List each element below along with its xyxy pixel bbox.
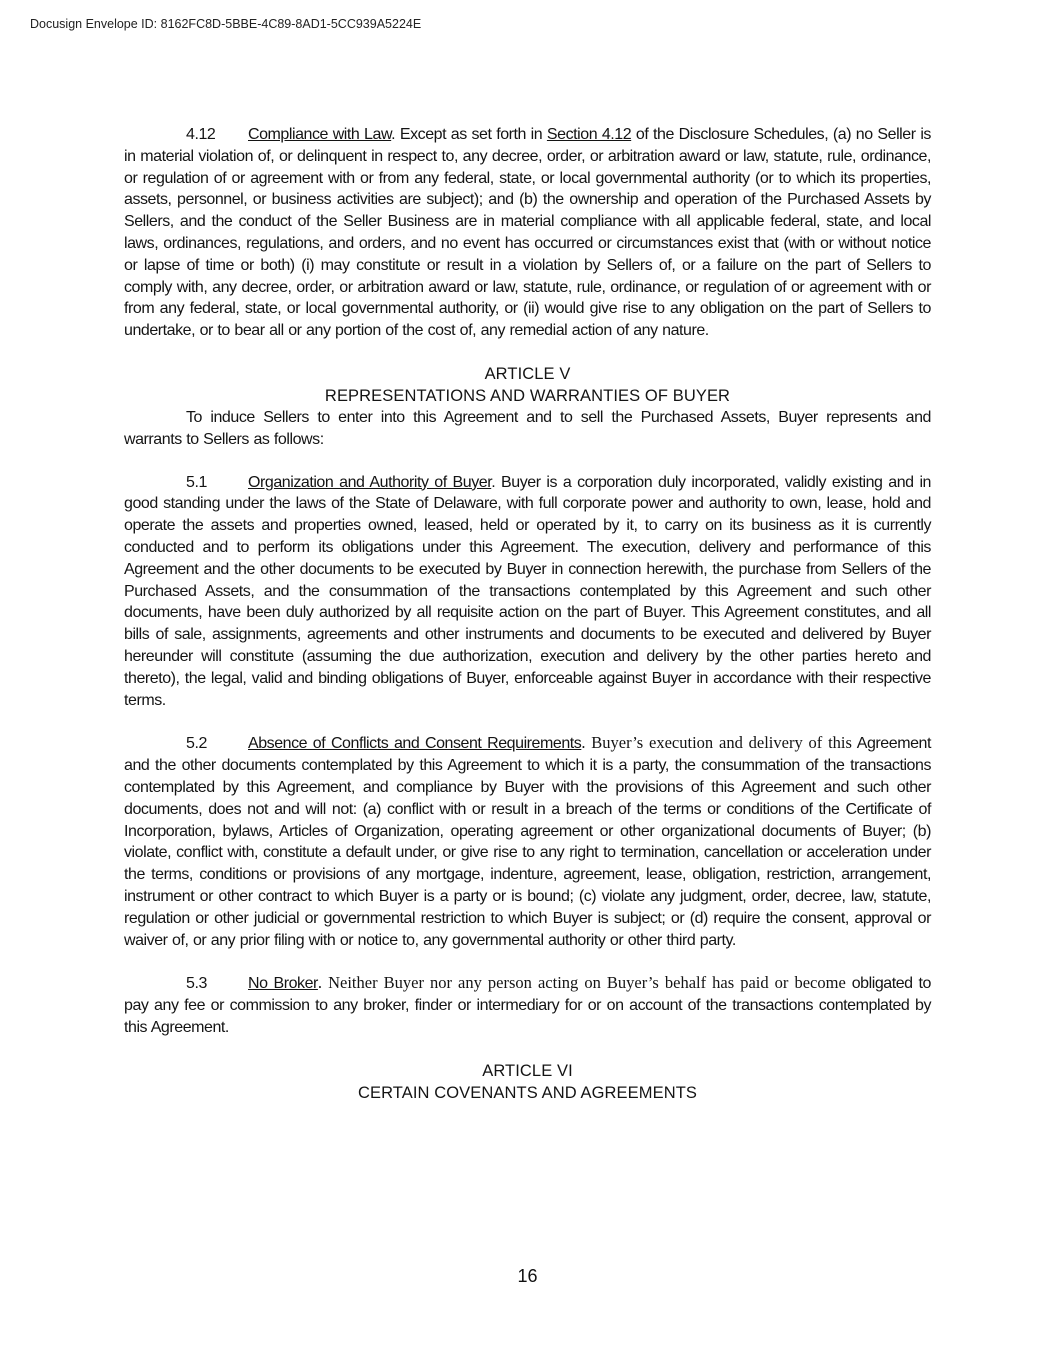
article-v-label: ARTICLE V: [484, 364, 571, 383]
docusign-envelope-id: Docusign Envelope ID: 8162FC8D-5BBE-4C89-8AD1-5CC939A5224E: [30, 17, 422, 31]
document-page: [124, 124, 931, 1104]
article-v-title: REPRESENTATIONS AND WARRANTIES OF BUYER: [324, 386, 731, 405]
section-text: . Buyer is a corporation duly incorporated, validly existing and in good standing under the laws of the State of Delaware, with full corporate power and authority to own, lease, hold and operate the assets and properties owned, leased, held or operated by it, to carry on its business as it is currently conducted and to perform its obligations under this Agreement. The execution, delivery and performance of this Agreement and the other documents to be executed by Buyer in connection herewith, the purchase from Sellers of the Purchased Assets, and the consummation of the transactions contemplated by this Agreement and such other documents, have been duly authorized by all requisite action on the part of Buyer. This Agreement constitutes, and all bills of sale, assignments, agreements and other instruments and documents to be executed and delivered by Buyer hereunder will constitute (assuming the due authorization, execution and delivery by the other parties hereto and thereto), the legal, valid and binding obligations of Buyer, enforceable against Buyer in accordance with their respective terms.: [124, 473, 931, 709]
section-title: Organization and Authority of Buyer: [248, 473, 492, 491]
section-text: obligated to pay any fee or commission to any broker, finder or intermediary for or on account of the transactions contemplated by this Agreement.: [124, 975, 931, 1036]
section-text: Agreement and the other documents contemplated by this Agreement to which it is a party, the consummation of the transactions contemplated by this Agreement, and compliance by Buyer with the provisions of this Agreement and such other documents, does not and will not: (a) conflict with or result in a breach of the terms or conditions of the Certificate of Incorporation, bylaws, Articles of Organization, operating agreement or other organizational documents of Buyer; (b) violate, conflict with, constitute a default under, or give rise to any right to termination, cancellation or acceleration under the terms, conditions or provisions of any mortgage, indenture, agreement, lease, obligation, restriction, arrangement, instrument or other contract to which Buyer is a party or is bound; (c) violate any judgment, order, decree, law, statute, regulation or other judicial or governmental restriction to which Buyer is subject; or (d) require the consent, approval or waiver of, or any prior filing with or notice to, any governmental authority or other third party.: [124, 735, 931, 949]
section-4-12: [124, 124, 931, 342]
section-number: 5.2: [186, 735, 207, 753]
article-vi-title: CERTAIN COVENANTS AND AGREEMENTS: [357, 1083, 698, 1102]
section-title: Absence of Conflicts and Consent Requirements: [248, 735, 582, 753]
section-text: . Except as set forth in: [391, 126, 547, 143]
section-text: of the Disclosure Schedules, (a) no Seller is in material violation of, or delinquent in respect to, any decree, order, or arbitration award or law, statute, rule, ordinance, or regulation of or agreement with or from any federal, state, or local governmental authority (or to which its properties, assets, personnel, or business activities are subject); and (b) the ownership and operation of the Purchased Assets by Sellers, and the conduct of the Seller Business are in material compliance with all applicable federal, state, and local laws, ordinances, regulations, and orders, and no event has occurred or circumstances exist that (with or without notice or lapse of time or both) (i) may constitute or result in a violation by Sellers of, or a failure on the part of Sellers to comply with, any decree, order, or arbitration award or law, statute, rule, ordinance, or regulation of or agreement with or from any federal, state, or local governmental authority, or (ii) would give rise to any obligation on the part of Sellers to undertake, or to bear all or any portion of the cost of, any remedial action of any nature.: [124, 126, 931, 340]
section-number: 4.12: [186, 126, 216, 143]
section-reference: Section 4.12: [546, 126, 632, 143]
section-title: No Broker: [248, 975, 318, 993]
section-5-1: [124, 472, 931, 712]
section-number: 5.3: [186, 975, 207, 993]
section-text-serif: . Neither Buyer nor any person acting on Buyer’s behalf has paid or become: [317, 973, 846, 993]
section-title: Compliance with Law: [248, 126, 392, 143]
article-vi-label: ARTICLE VI: [482, 1061, 573, 1080]
section-number: 5.1: [186, 473, 207, 491]
section-5-3: [124, 972, 931, 1038]
page-number: 16: [517, 1266, 538, 1286]
article-v-intro: To induce Sellers to enter into this Agreement and to sell the Purchased Assets, Buyer represents and warrants to Sellers as follows:: [124, 408, 931, 448]
section-text-serif: . Buyer’s execution and delivery of this: [581, 733, 852, 753]
section-5-2: [124, 732, 931, 951]
